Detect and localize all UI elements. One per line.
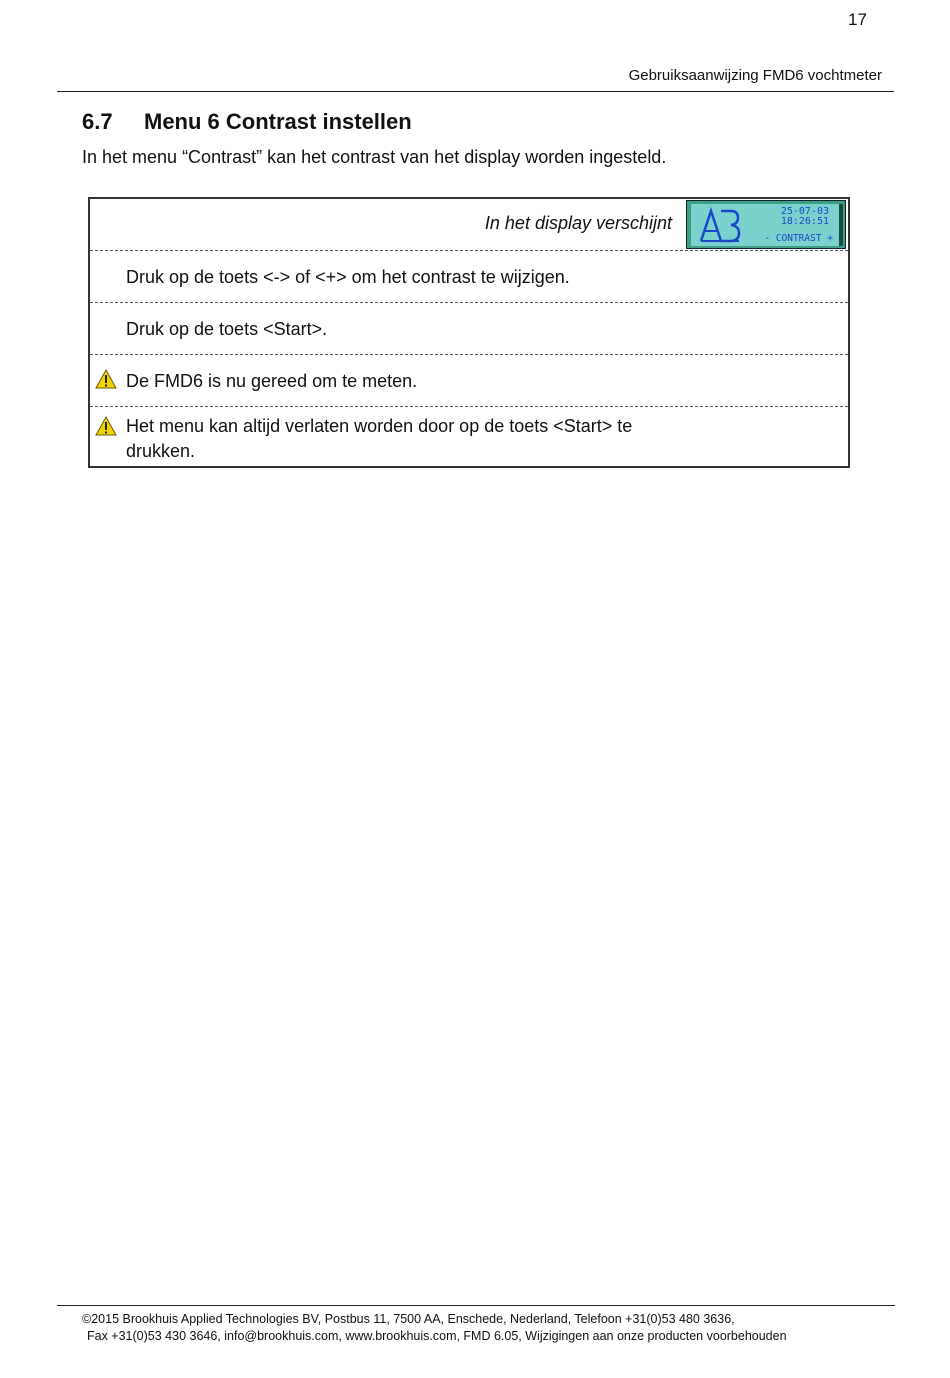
table-row — [90, 303, 848, 355]
header-divider — [57, 91, 894, 92]
page-number: 17 — [848, 10, 867, 29]
lcd-display-image — [686, 200, 846, 249]
display-caption: In het display verschijnt — [484, 213, 672, 233]
warning-icon — [95, 369, 117, 389]
warning-icon — [95, 416, 117, 436]
ab-logo-icon — [699, 207, 741, 243]
table-row — [90, 355, 848, 407]
table-row — [90, 251, 848, 303]
section-heading — [82, 109, 412, 135]
lcd-contrast-label: - CONTRAST + — [764, 233, 833, 244]
step-text: De FMD6 is nu gereed om te meten. — [126, 371, 418, 391]
footer-contact: Fax +31(0)53 430 3646, info@brookhuis.com, www.brookhuis.com, FMD 6.05, Wijzigingen aan onze producten voorbehouden — [87, 1329, 787, 1343]
lcd-date: 25-07-03 — [780, 206, 829, 217]
lcd-time: 18:26:51 — [780, 216, 829, 227]
step-text: Het menu kan altijd verlaten worden door op de toets <Start> te drukken. — [126, 416, 633, 461]
table-row-display — [90, 199, 848, 251]
footer-copyright: ©2015 Brookhuis Applied Technologies BV, Postbus 11, 7500 AA, Enschede, Nederland, Telefoon +31(0)53 480 3636, — [82, 1312, 735, 1326]
table-row — [90, 407, 848, 466]
step-text: Druk op de toets <-> of <+> om het contrast te wijzigen. — [126, 267, 570, 287]
section-title: Menu 6 Contrast instellen — [144, 109, 412, 134]
section-intro: In het menu “Contrast” kan het contrast van het display worden ingesteld. — [82, 147, 667, 167]
footer-divider — [57, 1305, 895, 1306]
running-header: Gebruiksaanwijzing FMD6 vochtmeter — [628, 67, 882, 84]
instruction-table — [88, 197, 850, 468]
section-number: 6.7 — [82, 109, 113, 134]
lcd-screen — [691, 204, 843, 246]
step-text: Druk op de toets <Start>. — [126, 319, 328, 339]
